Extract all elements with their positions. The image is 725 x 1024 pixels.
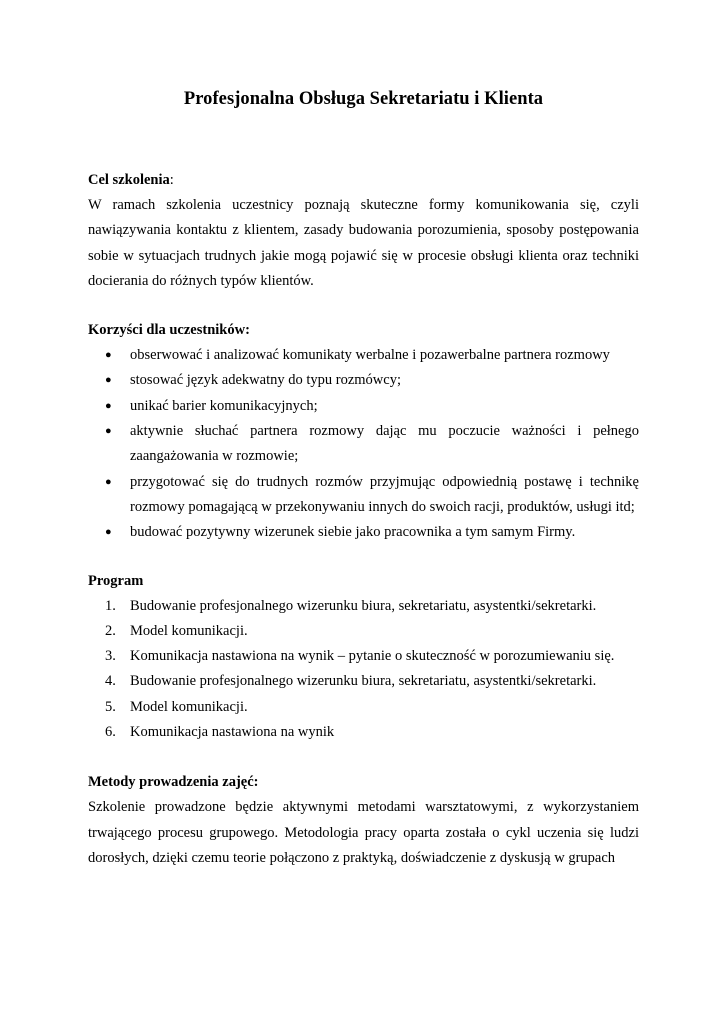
list-item-text: obserwować i analizować komunikaty werbalne i pozawerbalne partnera rozmowy (130, 347, 610, 364)
list-item (88, 394, 639, 419)
program-item-number: 6. (105, 724, 116, 741)
program-item-number: 2. (105, 622, 116, 639)
program-item-text: Komunikacja nastawiona na wynik – pytanie o skuteczność w porozumiewaniu się. (130, 648, 615, 665)
bullet-icon: ● (105, 475, 112, 488)
bullet-icon: ● (105, 425, 112, 438)
metody-paragraph: Szkolenie prowadzone będzie aktywnymi metodami warsztatowymi, z wykorzystaniem trwającego procesu grupowego. Metodologia pracy oparta została o cykl uczenia się ludzi dorosłych, dzięki czemu teorie połączono z praktyką, doświadczenie z dyskusją w grupach (88, 799, 639, 866)
section-metody (88, 770, 639, 871)
program-item (88, 619, 639, 644)
program-item-number: 1. (105, 597, 116, 614)
program-heading: Program (88, 572, 144, 589)
program-item-text: Model komunikacji. (130, 622, 248, 639)
program-list (88, 594, 639, 746)
cel-paragraph: W ramach szkolenia uczestnicy poznają skuteczne formy komunikowania się, czyli nawiązywania kontaktu z klientem, zasady budowania porozumienia, sposoby postępowania sobie w sytuacjach trudnych jakie mogą pojawić się w procesie obsługi klienta oraz techniki docierania do różnych typów klientów. (88, 197, 639, 289)
program-item-text: Komunikacja nastawiona na wynik (130, 724, 335, 741)
list-item (88, 368, 639, 393)
list-item (88, 343, 639, 368)
program-item-text: Budowanie profesjonalnego wizerunku biura, sekretariatu, asystentki/sekretarki. (130, 673, 597, 690)
list-item (88, 470, 639, 521)
program-item (88, 720, 639, 745)
korzysci-list (88, 343, 639, 545)
bullet-icon: ● (105, 526, 112, 539)
list-item-text: unikać barier komunikacyjnych; (130, 397, 318, 414)
list-item (88, 419, 639, 470)
cel-heading (88, 168, 639, 193)
cel-heading-colon: : (169, 172, 174, 188)
list-item-text: aktywnie słuchać partnera rozmowy dając mu poczucie ważności i pełnego zaangażowania w rozmowie; (130, 423, 639, 465)
cel-heading-text: Cel szkolenia (88, 172, 170, 188)
list-item-text: przygotować się do trudnych rozmów przyjmując odpowiednią postawę i technikę rozmowy pomagającą w przekonywaniu innych do swoich racji, produktów, usługi itd; (130, 473, 639, 515)
list-item (88, 520, 639, 545)
program-item-number: 4. (105, 673, 116, 690)
list-item-text: budować pozytywny wizerunek siebie jako pracownika a tym samym Firmy. (130, 524, 576, 541)
program-item (88, 594, 639, 619)
program-item (88, 669, 639, 694)
program-item-number: 5. (105, 698, 116, 715)
program-item-number: 3. (105, 648, 116, 665)
bullet-icon: ● (105, 374, 112, 387)
program-item-text: Budowanie profesjonalnego wizerunku biura, sekretariatu, asystentki/sekretarki. (130, 597, 597, 614)
program-item (88, 695, 639, 720)
program-item-text: Model komunikacji. (130, 698, 248, 715)
metody-heading: Metody prowadzenia zajęć: (88, 774, 259, 791)
document-title: Profesjonalna Obsługa Sekretariatu i Klienta (183, 89, 544, 109)
document-page (88, 86, 639, 871)
list-item-text: stosować język adekwatny do typu rozmówcy; (130, 372, 401, 389)
program-item (88, 644, 639, 669)
section-program (88, 569, 639, 746)
bullet-icon: ● (105, 399, 112, 412)
korzysci-heading: Korzyści dla uczestników: (88, 322, 250, 339)
section-korzysci (88, 318, 639, 545)
section-cel-szkolenia (88, 168, 639, 294)
bullet-icon: ● (105, 349, 112, 362)
